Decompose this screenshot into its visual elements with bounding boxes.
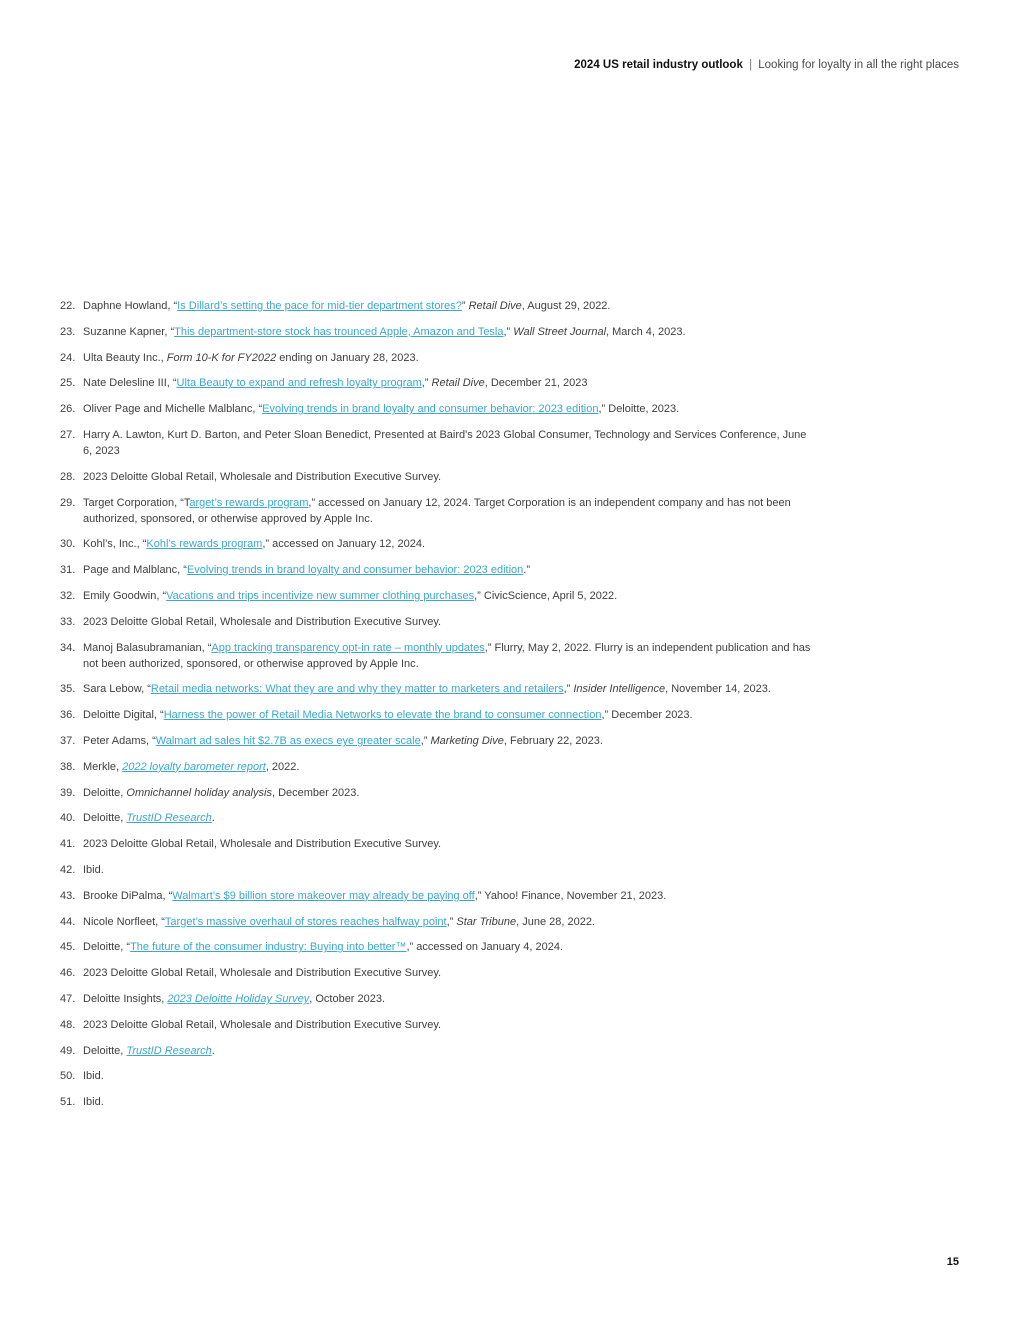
citation-text: Merkle, <box>83 760 123 773</box>
citation-text: Emily Goodwin, “ <box>83 589 167 602</box>
citation-text: 2023 Deloitte Global Retail, Wholesale and Distribution Executive Survey. <box>83 1018 442 1031</box>
citation-link[interactable]: Vacations and trips incentivize new summer clothing purchases <box>166 589 475 602</box>
citation-text: Kohl’s, Inc., “ <box>83 538 147 551</box>
citation-text: Nate Delesline III, “ <box>83 377 177 390</box>
endnote-item <box>0 888 818 904</box>
endnote-item <box>0 785 818 801</box>
endnote-item <box>0 640 818 672</box>
citation-text: Page and Malblanc, “ <box>83 564 187 577</box>
endnote-item <box>0 375 818 391</box>
citation-text: Ibid. <box>83 1096 104 1109</box>
endnote-item <box>0 914 818 930</box>
citation-text: Deloitte, <box>83 812 127 825</box>
endnote-text <box>83 538 425 550</box>
endnote-text <box>83 683 771 695</box>
citation-text: Peter Adams, “ <box>83 734 156 747</box>
citation-text: ,” Flurry, May 2, 2022. Flurry is an independent publication and has not been authorized, sponsored, or otherwise approved by Apple Inc. <box>83 641 811 670</box>
endnote-text <box>83 564 530 576</box>
endnote-text <box>83 616 441 628</box>
endnote-text <box>83 761 299 773</box>
endnote-item <box>0 1043 818 1059</box>
endnote-text <box>83 941 563 953</box>
endnote-item <box>0 836 818 852</box>
citation-link[interactable]: TrustID Research <box>126 812 212 825</box>
citation-text: , February 22, 2023. <box>503 734 603 747</box>
running-header <box>574 57 959 73</box>
endnote-number: 45. <box>60 941 76 954</box>
citation-text: , August 29, 2022. <box>521 300 611 312</box>
citation-text: ,” <box>420 734 431 747</box>
citation-link[interactable]: Walmart ad sales hit $2.7B as execs eye greater scale <box>155 734 421 747</box>
endnotes-list <box>0 298 1020 1120</box>
citation-text: , June 28, 2022. <box>516 915 595 928</box>
publication-name: Form 10-K for FY2022 <box>166 351 277 364</box>
endnote-text <box>83 709 693 721</box>
endnote-text <box>83 377 587 389</box>
endnote-number: 37. <box>60 734 76 747</box>
publication-name: Insider Intelligence <box>573 683 666 696</box>
endnote-item <box>0 681 818 697</box>
endnote-item <box>0 401 818 417</box>
page-number: 15 <box>946 1256 959 1268</box>
citation-text: ,” CivicScience, April 5, 2022. <box>474 589 618 602</box>
citation-link[interactable]: Evolving trends in brand loyalty and consumer behavior: 2023 edition <box>186 564 524 577</box>
endnote-text <box>83 838 441 850</box>
endnote-item <box>0 324 818 340</box>
endnote-item <box>0 965 818 981</box>
endnote-item <box>0 759 818 775</box>
endnote-number: 28. <box>60 470 76 483</box>
endnote-item <box>0 562 818 578</box>
endnote-number: 51. <box>60 1096 76 1109</box>
citation-text: 2023 Deloitte Global Retail, Wholesale and Distribution Executive Survey. <box>83 967 442 980</box>
citation-text: 2023 Deloitte Global Retail, Wholesale and Distribution Executive Survey. <box>83 615 442 628</box>
citation-text: Ulta Beauty Inc., <box>83 351 167 364</box>
endnote-text <box>83 787 359 799</box>
endnote-text <box>83 967 441 979</box>
endnote-number: 41. <box>60 838 76 851</box>
endnote-text <box>83 916 595 928</box>
citation-text: ” <box>461 300 469 312</box>
citation-text: Ibid. <box>83 863 104 876</box>
citation-text: . <box>211 812 215 825</box>
citation-text: . <box>211 1044 215 1057</box>
endnote-item <box>0 862 818 878</box>
endnote-text <box>83 352 419 364</box>
citation-text: .” <box>523 564 531 577</box>
endnote-text <box>83 590 617 602</box>
endnote-item <box>0 707 818 723</box>
citation-text: ending on January 28, 2023. <box>276 351 419 364</box>
endnote-number: 47. <box>60 992 76 1005</box>
endnote-text <box>83 1045 215 1057</box>
citation-text: ,” accessed on January 4, 2024. <box>406 941 563 954</box>
citation-text: ,” <box>421 377 432 390</box>
endnote-text <box>83 471 441 483</box>
report-title: 2024 US retail industry outlook <box>574 59 743 71</box>
endnote-item <box>0 536 818 552</box>
endnote-number: 38. <box>60 760 76 773</box>
endnote-number: 44. <box>60 915 76 928</box>
endnote-item <box>0 810 818 826</box>
citation-text: , March 4, 2023. <box>606 325 686 338</box>
endnote-item <box>0 1068 818 1084</box>
citation-link[interactable]: The future of the consumer industry: Buying into better™ <box>130 941 407 954</box>
citation-text: ,” accessed on January 12, 2024. Target Corporation is an independent company and has not been authorized, sponsored, or otherwise approved by Apple Inc. <box>83 496 791 525</box>
citation-link[interactable]: Harness the power of Retail Media Networks to elevate the brand to consumer connection <box>163 709 602 722</box>
endnote-text <box>83 890 666 902</box>
endnote-text <box>83 735 603 747</box>
endnote-number: 35. <box>60 683 76 696</box>
citation-text: Daphne Howland, “ <box>83 300 178 312</box>
endnote-number: 26. <box>60 403 76 416</box>
endnote-text <box>83 864 104 876</box>
endnote-item <box>0 733 818 749</box>
citation-text: 2023 Deloitte Global Retail, Wholesale and Distribution Executive Survey. <box>83 470 442 483</box>
endnote-item <box>0 427 818 459</box>
citation-text: Harry A. Lawton, Kurt D. Barton, and Peter Sloan Benedict, Presented at Baird's 2023 Global Consumer, Technology and Services Conference, June 6, 2023 <box>83 428 807 457</box>
endnote-text <box>83 429 806 457</box>
endnote-number: 25. <box>60 377 76 390</box>
endnote-number: 34. <box>60 641 76 654</box>
citation-text: ,” December 2023. <box>601 709 693 722</box>
publication-name: Retail Dive <box>431 377 485 390</box>
citation-link[interactable]: 2023 Deloitte Holiday Survey <box>167 992 310 1005</box>
endnote-text <box>83 300 610 312</box>
citation-link[interactable]: Kohl’s rewards program <box>146 538 263 551</box>
citation-text: ,” <box>503 325 514 338</box>
endnote-item <box>0 495 818 527</box>
endnote-text <box>83 812 215 824</box>
citation-text: Deloitte Insights, <box>83 992 168 1005</box>
endnote-text <box>83 1096 104 1108</box>
publication-name: Retail Dive <box>468 300 522 312</box>
citation-text: , October 2023. <box>309 992 386 1005</box>
citation-link[interactable]: TrustID Research <box>126 1044 212 1057</box>
endnote-number: 49. <box>60 1044 76 1057</box>
endnote-number: 48. <box>60 1018 76 1031</box>
citation-text: Suzanne Kapner, “ <box>83 325 175 338</box>
citation-text: ,” <box>446 915 457 928</box>
endnote-number: 32. <box>60 589 76 602</box>
endnote-text <box>83 642 810 670</box>
endnote-number: 40. <box>60 812 76 825</box>
citation-text: , December 21, 2023 <box>484 377 588 390</box>
endnote-number: 27. <box>60 428 76 441</box>
citation-text: Nicole Norfleet, “ <box>83 915 165 928</box>
endnote-number: 50. <box>60 1070 76 1083</box>
citation-text: ,” Deloitte, 2023. <box>598 403 680 416</box>
endnote-text <box>83 326 686 338</box>
citation-text: Sara Lebow, “ <box>83 683 151 696</box>
endnote-item <box>0 1094 818 1110</box>
endnote-number: 43. <box>60 889 76 902</box>
endnote-text <box>83 497 791 525</box>
endnote-item <box>0 298 818 314</box>
citation-text: ,” accessed on January 12, 2024. <box>262 538 426 551</box>
endnote-number: 30. <box>60 538 76 551</box>
citation-text: , 2022. <box>265 760 300 773</box>
citation-link[interactable]: Is Dillard’s setting the pace for mid-tier department stores? <box>177 300 462 312</box>
citation-text: , November 14, 2023. <box>665 683 771 696</box>
citation-text: ,” Yahoo! Finance, November 21, 2023. <box>474 889 667 902</box>
endnote-number: 46. <box>60 967 76 980</box>
publication-name: Omnichannel holiday analysis <box>126 786 272 799</box>
endnote-text <box>83 1070 104 1082</box>
endnote-text <box>83 993 385 1005</box>
citation-link[interactable]: 2022 loyalty barometer report <box>122 760 266 773</box>
citation-text: Oliver Page and Michelle Malblanc, “ <box>83 403 263 416</box>
publication-name: Wall Street Journal <box>513 325 607 338</box>
citation-text: 2023 Deloitte Global Retail, Wholesale and Distribution Executive Survey. <box>83 838 442 851</box>
citation-link[interactable]: Walmart’s $9 billion store makeover may already be paying off <box>172 889 475 902</box>
header-separator: | <box>749 59 753 71</box>
endnote-number: 29. <box>60 496 76 509</box>
endnote-number: 33. <box>60 615 76 628</box>
endnote-item <box>0 939 818 955</box>
citation-text: Deloitte, “ <box>83 941 131 954</box>
endnote-number: 36. <box>60 709 76 722</box>
endnote-item <box>0 614 818 630</box>
citation-text: Deloitte Digital, “ <box>83 709 164 722</box>
endnote-number: 24. <box>60 351 76 364</box>
publication-name: Marketing Dive <box>430 734 504 747</box>
citation-text: , December 2023. <box>271 786 360 799</box>
citation-text: Brooke DiPalma, “ <box>83 889 173 902</box>
citation-link[interactable]: arget’s rewards program <box>189 496 309 509</box>
citation-text: Manoj Balasubramanian, “ <box>83 641 212 654</box>
endnote-item <box>0 469 818 485</box>
endnote-item <box>0 991 818 1007</box>
endnote-number: 42. <box>60 863 76 876</box>
citation-link[interactable]: Evolving trends in brand loyalty and consumer behavior: 2023 edition <box>262 403 599 416</box>
citation-text: Target Corporation, “T <box>83 496 190 509</box>
publication-name: Star Tribune <box>456 915 517 928</box>
endnote-item <box>0 588 818 604</box>
citation-text: Deloitte, <box>83 1044 127 1057</box>
report-subtitle: Looking for loyalty in all the right places <box>758 59 959 71</box>
citation-text: Deloitte, <box>83 786 127 799</box>
citation-text: ,” <box>563 683 574 696</box>
endnote-number: 39. <box>60 786 76 799</box>
citation-link[interactable]: Target’s massive overhaul of stores reaches halfway point <box>164 915 447 928</box>
endnote-item <box>0 1017 818 1033</box>
endnote-item <box>0 350 818 366</box>
endnote-number: 31. <box>60 564 76 577</box>
endnote-text <box>83 1019 441 1031</box>
citation-link[interactable]: Ulta Beauty to expand and refresh loyalty program <box>176 377 422 390</box>
citation-link[interactable]: App tracking transparency opt-in rate – monthly updates <box>211 641 485 654</box>
citation-text: Ibid. <box>83 1070 104 1083</box>
endnote-number: 23. <box>60 325 76 338</box>
endnote-text <box>83 403 679 415</box>
endnote-number: 22. <box>60 300 76 312</box>
citation-link[interactable]: This department-store stock has trounced Apple, Amazon and Tesla <box>174 325 504 338</box>
citation-link[interactable]: Retail media networks: What they are and why they matter to marketers and retailers <box>150 683 564 696</box>
